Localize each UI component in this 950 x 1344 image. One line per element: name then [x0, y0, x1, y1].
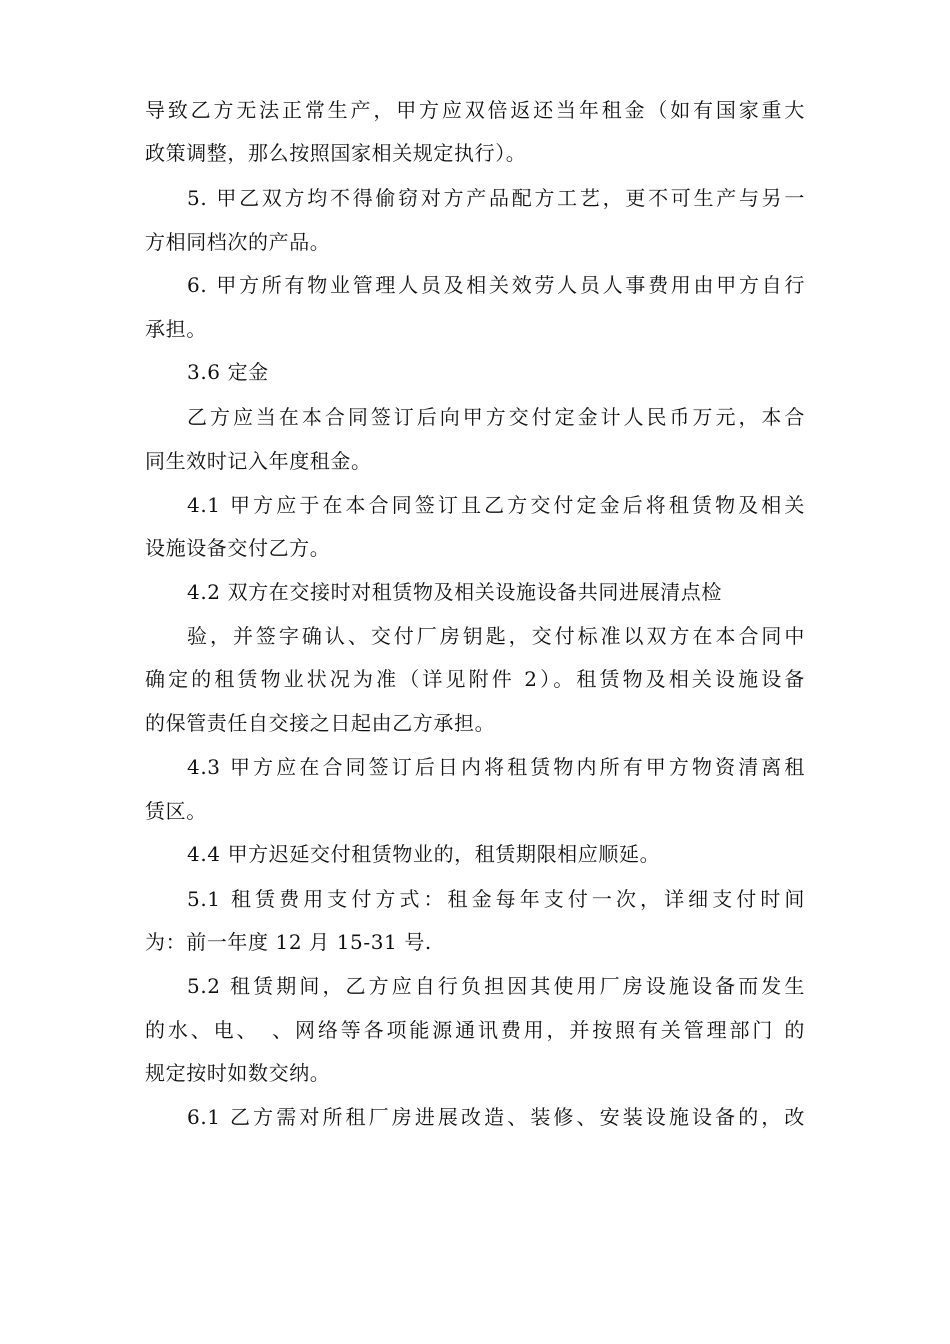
text-line: 确定的租赁物业状况为准（详见附件 2）。租赁物及相关设施设备: [145, 667, 805, 691]
text-line: 4.3 甲方应在合同签订后日内将租赁物内所有甲方物资清离租: [187, 755, 805, 779]
text-line: 4.4 甲方迟延交付租赁物业的，租赁期限相应顺延。: [187, 842, 661, 866]
text-line: 5. 甲乙双方均不得偷窃对方产品配方工艺，更不可生产与另一: [187, 186, 805, 210]
text-line: 承担。: [145, 317, 207, 341]
text-line: 政策调整，那么按照国家相关规定执行）。: [145, 141, 527, 165]
text-line: 4.2 双方在交接时对租赁物及相关设施设备共同进展清点检: [187, 580, 722, 604]
text-line: 导致乙方无法正常生产，甲方应双倍返还当年租金（如有国家重大: [145, 98, 805, 122]
section-heading: 3.6 定金: [187, 360, 269, 384]
text-line: 赁区。: [145, 799, 207, 823]
text-line: 6. 甲方所有物业管理人员及相关效劳人员人事费用由甲方自行: [187, 273, 805, 297]
text-line: 乙方应当在本合同签订后向甲方交付定金计人民币万元，本合: [187, 405, 805, 429]
text-line: 4.1 甲方应于在本合同签订且乙方交付定金后将租赁物及相关: [187, 493, 805, 517]
text-line: 的保管责任自交接之日起由乙方承担。: [145, 711, 496, 735]
text-line: 设施设备交付乙方。: [145, 536, 331, 560]
text-line: 的水、电、 、网络等各项能源通讯费用，并按照有关管理部门 的: [145, 1018, 805, 1042]
text-line: 为：前一年度 12 月 15-31 号.: [145, 930, 432, 954]
text-line: 验，并签字确认、交付厂房钥匙，交付标准以双方在本合同中: [187, 624, 805, 648]
text-line: 同生效时记入年度租金。: [145, 449, 372, 473]
text-line: 5.1 租赁费用支付方式：租金每年支付一次，详细支付时间: [187, 887, 805, 911]
text-line: 方相同档次的产品。: [145, 230, 331, 254]
text-line: 6.1 乙方需对所租厂房进展改造、装修、安装设施设备的，改: [187, 1105, 805, 1129]
text-line: 规定按时如数交纳。: [145, 1061, 331, 1085]
text-line: 5.2 租赁期间，乙方应自行负担因其使用厂房设施设备而发生: [187, 974, 805, 998]
